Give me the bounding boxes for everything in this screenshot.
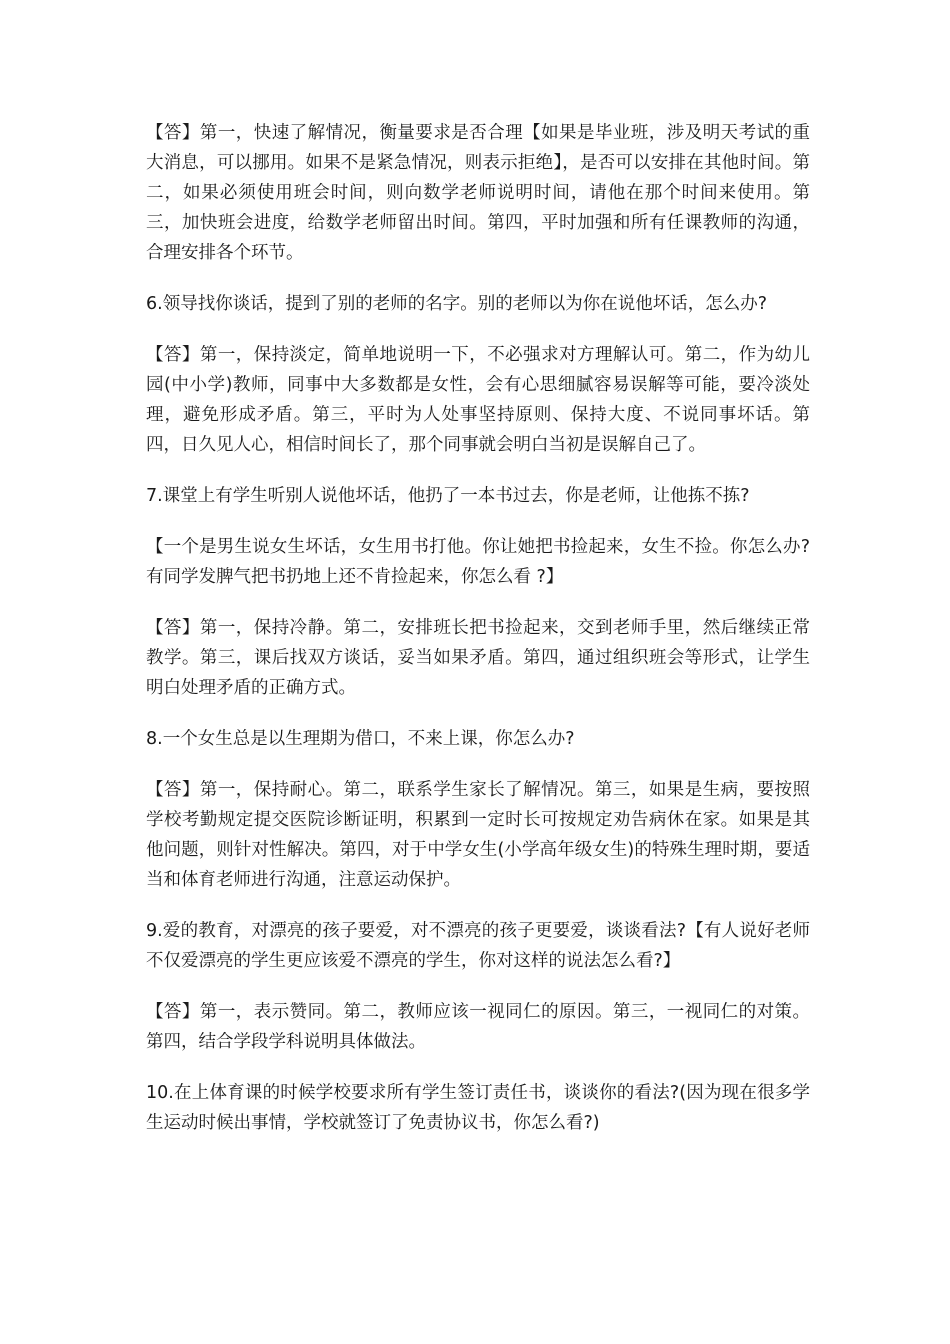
question-7-variant: 【一个是男生说女生坏话，女生用书打他。你让她把书捡起来，女生不捡。你怎么办?有同学发脾气把书扔地上还不肯捡起来，你怎么看 ?】 [146, 537, 810, 587]
document-page [146, 118, 810, 1159]
answer-paragraph: 【答】第一，快速了解情况，衡量要求是否合理【如果是毕业班，涉及明天考试的重大消息，可以挪用。如果不是紧急情况，则表示拒绝】，是否可以安排在其他时间。第二，如果必须使用班会时间，则向数学老师说明时间，请他在那个时间来使用。第三，加快班会进度，给数学老师留出时间。第四，平时加强和所有任课教师的沟通，合理安排各个环节。 [146, 123, 810, 263]
answer-8: 【答】第一，保持耐心。第二，联系学生家长了解情况。第三，如果是生病，要按照学校考勤规定提交医院诊断证明，积累到一定时长可按规定劝告病休在家。如果是其他问题，则针对性解决。第四，对于中学女生(小学高年级女生)的特殊生理时期，要适当和体育老师进行沟通，注意运动保护。 [146, 780, 810, 890]
answer-6: 【答】第一，保持淡定，简单地说明一下，不必强求对方理解认可。第二，作为幼儿园(中小学)教师，同事中大多数都是女性，会有心思细腻容易误解等可能，要冷淡处理，避免形成矛盾。第三，平时为人处事坚持原则、保持大度、不说同事坏话。第四，日久见人心，相信时间长了，那个同事就会明白当初是误解自己了。 [146, 345, 810, 455]
answer-7: 【答】第一，保持冷静。第二，安排班长把书捡起来，交到老师手里，然后继续正常教学。第三，课后找双方谈话，妥当如果矛盾。第四，通过组织班会等形式，让学生明白处理矛盾的正确方式。 [146, 618, 810, 698]
question-9: 9.爱的教育，对漂亮的孩子要爱，对不漂亮的孩子更要爱，谈谈看法?【有人说好老师不仅爱漂亮的学生更应该爱不漂亮的学生，你对这样的说法怎么看?】 [146, 921, 810, 971]
question-8: 8.一个女生总是以生理期为借口，不来上课，你怎么办? [146, 729, 575, 749]
answer-9: 【答】第一，表示赞同。第二，教师应该一视同仁的原因。第三，一视同仁的对策。第四，结合学段学科说明具体做法。 [146, 1002, 810, 1052]
question-10: 10.在上体育课的时候学校要求所有学生签订责任书，谈谈你的看法?(因为现在很多学生运动时候出事情，学校就签订了免责协议书，你怎么看?) [146, 1083, 810, 1133]
question-6: 6.领导找你谈话，提到了别的老师的名字。别的老师以为你在说他坏话，怎么办? [146, 294, 767, 314]
question-7: 7.课堂上有学生听别人说他坏话，他扔了一本书过去，你是老师，让他拣不拣? [146, 486, 750, 506]
